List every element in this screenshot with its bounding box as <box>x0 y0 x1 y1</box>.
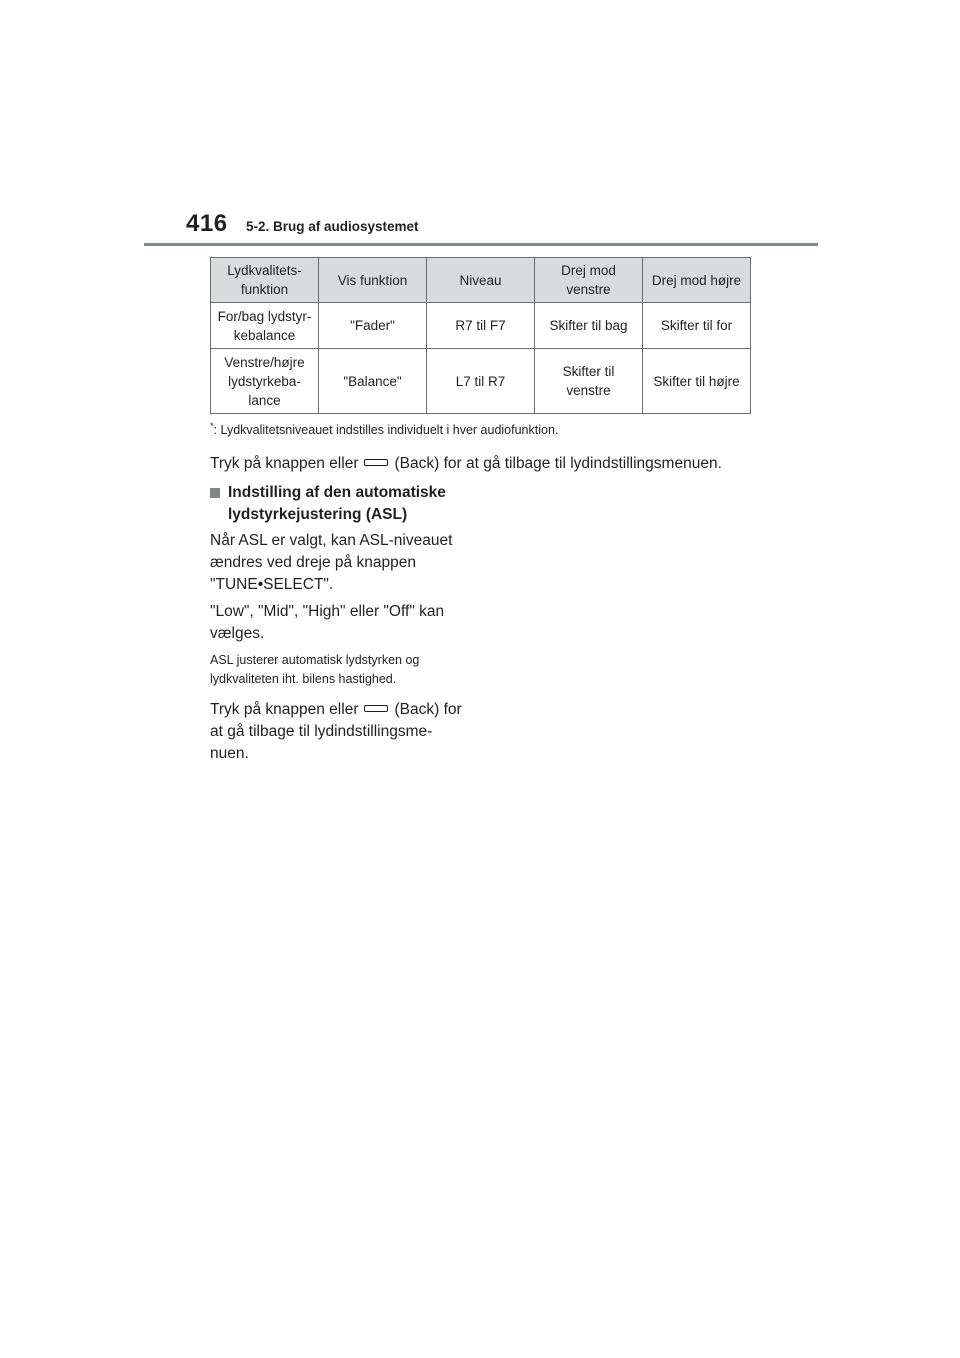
table-cell: Skifter til bag <box>535 303 643 349</box>
header-cell: Drej mod højre <box>643 258 751 303</box>
table-cell: "Balance" <box>319 349 427 414</box>
table-cell: Skifter til venstre <box>535 349 643 414</box>
table-footnote <box>210 423 558 437</box>
table-cell: R7 til F7 <box>427 303 535 349</box>
page-number: 416 <box>186 210 228 237</box>
asl-values: "Low", "Mid", "High" eller "Off" kan vælges. <box>210 603 445 642</box>
back-instruction-2-after: (Back) for at gå tilbage til lydindstillingsme-nuen. <box>210 701 462 762</box>
section-title: 5-2. Brug af audiosystemet <box>246 219 419 234</box>
square-bullet-icon <box>210 488 220 498</box>
footnote-text: : Lydkvalitetsniveauet indstilles individuelt i hver audiofunktion. <box>213 423 559 437</box>
asl-note: ASL justerer automatisk lydstyrken og lydkvaliteten iht. bilens hastighed. <box>210 653 420 686</box>
table-cell: "Fader" <box>319 303 427 349</box>
header-cell: Lydkvalitets- funktion <box>211 258 319 303</box>
back-instruction-before: Tryk på knappen eller <box>210 455 359 472</box>
table-cell: Skifter til højre <box>643 349 751 414</box>
asl-subheading <box>210 482 480 526</box>
header-rule <box>144 243 818 246</box>
table-header-row <box>211 258 751 303</box>
back-button-icon <box>364 705 388 712</box>
table-cell: Skifter til for <box>643 303 751 349</box>
table-cell: For/bag lydstyr- kebalance <box>211 303 319 349</box>
back-instruction-after: (Back) for at gå tilbage til lydindstillingsmenuen. <box>394 455 722 472</box>
table-row <box>211 303 751 349</box>
back-instruction <box>210 453 770 475</box>
table-cell: L7 til R7 <box>427 349 535 414</box>
header-cell: Niveau <box>427 258 535 303</box>
back-instruction-2-before: Tryk på knappen eller <box>210 701 359 718</box>
asl-subheading-text: Indstilling af den automatiske lydstyrkejustering (ASL) <box>228 484 446 523</box>
table-cell: Venstre/højre lydstyrkeba- lance <box>211 349 319 414</box>
back-button-icon <box>364 459 388 466</box>
back-instruction-2 <box>210 699 468 765</box>
header-cell: Vis funktion <box>319 258 427 303</box>
sound-quality-table <box>210 257 751 414</box>
table-row <box>211 349 751 414</box>
asl-description: Når ASL er valgt, kan ASL-niveauet ændres ved dreje på knappen "TUNE•SELECT". <box>210 532 453 593</box>
header-cell: Drej mod venstre <box>535 258 643 303</box>
footnote-marker: * <box>210 421 214 431</box>
